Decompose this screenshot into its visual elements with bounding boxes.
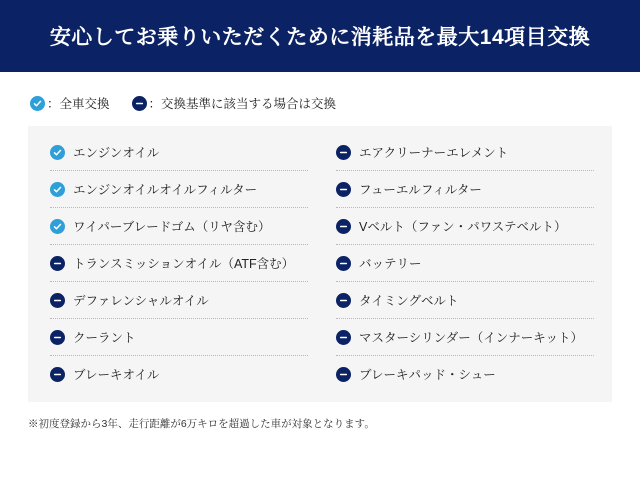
page-title: 安心してお乗りいただくために消耗品を最大14項目交換 <box>49 26 591 49</box>
minus-circle-icon <box>336 256 351 271</box>
minus-circle-icon <box>336 293 351 308</box>
minus-circle-icon <box>336 367 351 382</box>
list-item-label: クーラント <box>73 331 136 345</box>
list-item <box>336 171 594 208</box>
items-panel <box>28 126 612 402</box>
list-item <box>50 171 308 208</box>
list-item-label: マスターシリンダー（インナーキット） <box>359 331 584 345</box>
minus-circle-icon <box>336 219 351 234</box>
list-item-label: エンジンオイル <box>73 146 160 160</box>
header-banner <box>0 0 640 72</box>
items-columns <box>28 134 612 392</box>
list-item <box>50 282 308 319</box>
list-item <box>50 319 308 356</box>
list-item-label: フューエルフィルター <box>359 183 482 197</box>
footnote: ※初度登録から3年、走行距離が6万キロを超過した車が対象となります。 <box>28 418 375 430</box>
list-item <box>336 282 594 319</box>
list-item <box>336 134 594 171</box>
list-item-label: エアクリーナーエレメント <box>359 146 509 160</box>
items-column-right <box>320 134 612 392</box>
check-circle-icon <box>50 219 65 234</box>
items-column-left <box>28 134 320 392</box>
minus-circle-icon <box>50 367 65 382</box>
list-item-label: タイミングベルト <box>359 294 459 308</box>
list-item-label: エンジンオイルオイルフィルター <box>73 183 258 197</box>
minus-circle-icon <box>336 182 351 197</box>
list-item-label: ワイパーブレードゴム（リヤ含む） <box>73 220 271 234</box>
legend <box>0 72 640 126</box>
minus-circle-icon <box>132 96 147 111</box>
legend-label-all-vehicles: ：全車交換 <box>47 97 110 111</box>
list-item <box>50 208 308 245</box>
legend-item-all-vehicles <box>30 94 110 112</box>
legend-item-conditional <box>132 94 337 112</box>
check-circle-icon <box>50 182 65 197</box>
list-item <box>50 245 308 282</box>
list-item <box>336 356 594 392</box>
minus-circle-icon <box>336 330 351 345</box>
list-item <box>336 245 594 282</box>
list-item-label: ブレーキオイル <box>73 368 160 382</box>
check-circle-icon <box>50 145 65 160</box>
list-item-label: バッテリー <box>359 257 422 271</box>
minus-circle-icon <box>50 256 65 271</box>
list-item-label: ブレーキパッド・シュー <box>359 368 496 382</box>
minus-circle-icon <box>336 145 351 160</box>
list-item-label: デファレンシャルオイル <box>73 294 209 308</box>
list-item <box>336 208 594 245</box>
list-item-label: トランスミッションオイル（ATF含む） <box>73 257 295 271</box>
check-circle-icon <box>30 96 45 111</box>
minus-circle-icon <box>50 293 65 308</box>
list-item <box>50 134 308 171</box>
legend-label-conditional: ：交換基準に該当する場合は交換 <box>148 97 337 111</box>
minus-circle-icon <box>50 330 65 345</box>
list-item <box>50 356 308 392</box>
list-item <box>336 319 594 356</box>
list-item-label: Vベルト（ファン・パワステベルト） <box>359 220 567 234</box>
